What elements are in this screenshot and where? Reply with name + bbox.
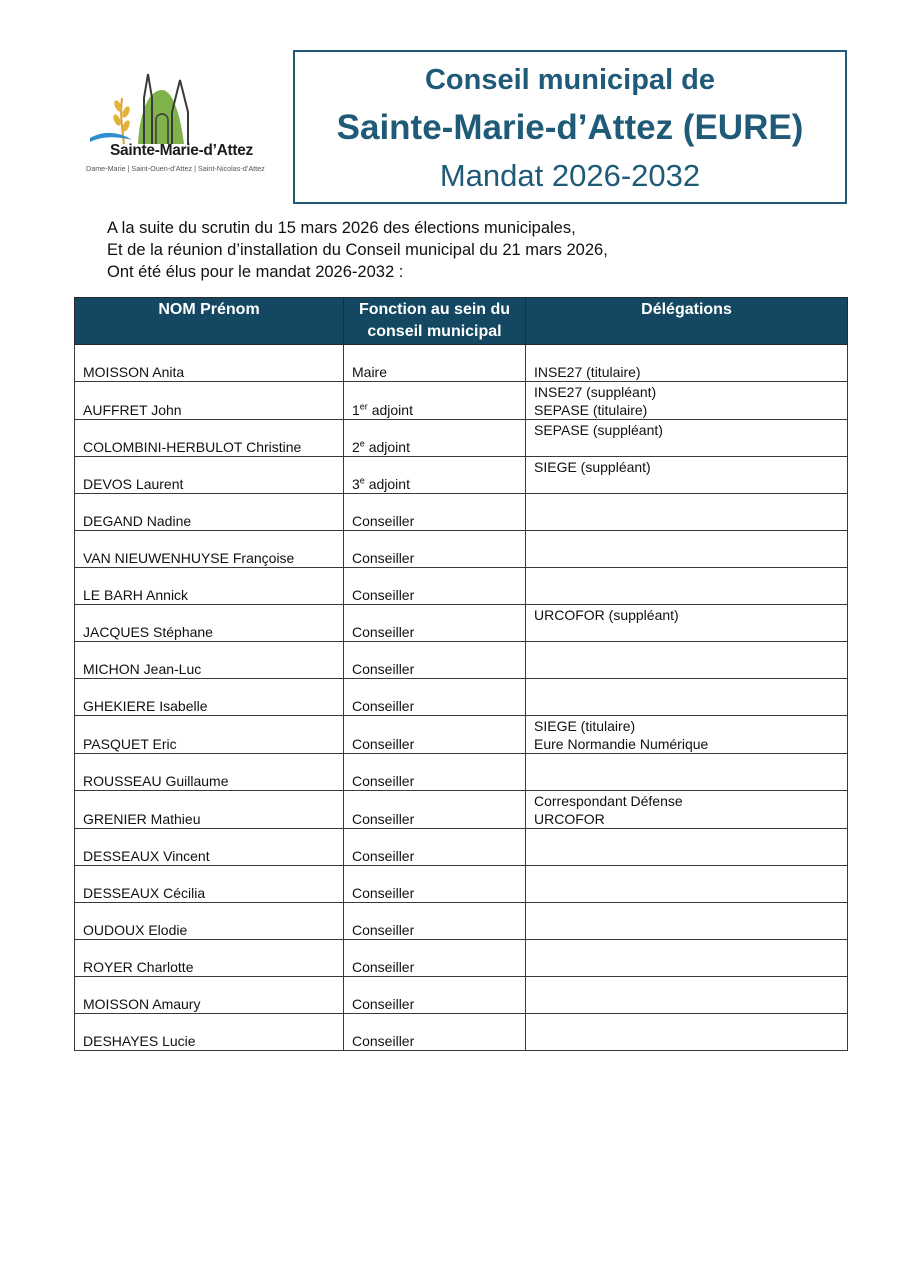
cell-delegations (526, 642, 848, 679)
cell-delegations (526, 940, 848, 977)
delegation-entry: URCOFOR (534, 811, 605, 827)
cell-name: ROYER Charlotte (75, 940, 344, 977)
function-suffix: adjoint (364, 439, 410, 455)
cell-function (344, 420, 526, 457)
municipality-logo (84, 68, 280, 178)
cell-name: JACQUES Stéphane (75, 605, 344, 642)
function-label: Conseiller (352, 848, 415, 864)
table-row (75, 531, 848, 568)
cell-function (344, 716, 526, 754)
intro-paragraph (107, 217, 608, 283)
cell-name: PASQUET Eric (75, 716, 344, 754)
cell-name: DESSEAUX Cécilia (75, 866, 344, 903)
function-label: Conseiller (352, 773, 415, 789)
cell-name: MOISSON Amaury (75, 977, 344, 1014)
cell-function (344, 903, 526, 940)
cell-name: COLOMBINI-HERBULOT Christine (75, 420, 344, 457)
intro-line: Et de la réunion d’installation du Conseil municipal du 21 mars 2026, (107, 241, 608, 259)
intro-line: A la suite du scrutin du 15 mars 2026 des élections municipales, (107, 219, 576, 237)
header-delegations: Délégations (526, 298, 848, 345)
cell-delegations (526, 754, 848, 791)
table-row (75, 420, 848, 457)
delegation-entry: INSE27 (suppléant) (534, 384, 657, 400)
delegation-entry: Correspondant Défense (534, 793, 683, 809)
table-row (75, 679, 848, 716)
function-label: Conseiller (352, 550, 415, 566)
cell-name: VAN NIEUWENHUYSE Françoise (75, 531, 344, 568)
cell-delegations (526, 903, 848, 940)
cell-delegations (526, 716, 848, 754)
cell-function (344, 940, 526, 977)
table-row (75, 940, 848, 977)
cell-name: MOISSON Anita (75, 345, 344, 382)
cell-delegations (526, 829, 848, 866)
table-row (75, 382, 848, 420)
table-row (75, 977, 848, 1014)
table-row (75, 829, 848, 866)
function-label: Conseiller (352, 698, 415, 714)
table-row (75, 345, 848, 382)
cell-delegations (526, 531, 848, 568)
cell-delegations (526, 494, 848, 531)
cell-function (344, 568, 526, 605)
header-function: Fonction au sein du conseil municipal (344, 298, 526, 345)
cell-name: GHEKIERE Isabelle (75, 679, 344, 716)
logo-name: Sainte-Marie-d’Attez (110, 142, 253, 159)
function-label: Conseiller (352, 587, 415, 603)
function-label: Conseiller (352, 624, 415, 640)
cell-name: DEVOS Laurent (75, 457, 344, 494)
delegation-entry: SEPASE (titulaire) (534, 402, 648, 418)
function-label: Conseiller (352, 959, 415, 975)
cell-function (344, 866, 526, 903)
table-header-row (75, 298, 848, 345)
delegation-entry: URCOFOR (suppléant) (534, 607, 679, 623)
delegation-entry: SIEGE (titulaire) (534, 718, 636, 734)
function-label: Maire (352, 364, 388, 380)
cell-delegations (526, 420, 848, 457)
cell-delegations (526, 345, 848, 382)
table-row (75, 791, 848, 829)
cell-name: DEGAND Nadine (75, 494, 344, 531)
cell-delegations (526, 605, 848, 642)
cell-name: MICHON Jean-Luc (75, 642, 344, 679)
title-line-1: Conseil municipal de (424, 64, 716, 96)
table-row (75, 716, 848, 754)
function-ordinal: e (359, 438, 365, 449)
table-row (75, 494, 848, 531)
cell-function (344, 829, 526, 866)
function-label: Conseiller (352, 736, 415, 752)
function-label: Conseiller (352, 811, 415, 827)
council-table (74, 297, 848, 1051)
cell-function (344, 494, 526, 531)
cell-function (344, 457, 526, 494)
cell-function (344, 977, 526, 1014)
cell-function (344, 605, 526, 642)
title-mandate: Mandat 2026-2032 (439, 158, 701, 193)
cell-delegations (526, 866, 848, 903)
function-label: 2 (352, 439, 360, 455)
title-line-2: Sainte-Marie-d’Attez (EURE) (336, 108, 804, 147)
cell-function (344, 382, 526, 420)
function-label: Conseiller (352, 922, 415, 938)
cell-name: GRENIER Mathieu (75, 791, 344, 829)
logo-subtitle: Dame-Marie | Saint-Ouen-d’Attez | Saint-Nicolas-d’Attez (86, 164, 265, 173)
cell-function (344, 1014, 526, 1051)
table-row (75, 605, 848, 642)
function-label: 3 (352, 476, 360, 492)
table-row (75, 457, 848, 494)
delegation-entry: INSE27 (titulaire) (534, 364, 641, 380)
cell-name: DESHAYES Lucie (75, 1014, 344, 1051)
cell-function (344, 642, 526, 679)
function-suffix: adjoint (364, 476, 410, 492)
function-label: Conseiller (352, 661, 415, 677)
cell-delegations (526, 679, 848, 716)
header-name: NOM Prénom (75, 298, 344, 345)
cell-name: LE BARH Annick (75, 568, 344, 605)
title-box (293, 50, 847, 204)
table-row (75, 642, 848, 679)
cell-delegations (526, 1014, 848, 1051)
cell-function (344, 679, 526, 716)
church-wheat-logo-icon (84, 68, 280, 148)
cell-delegations (526, 457, 848, 494)
function-label: Conseiller (352, 1033, 415, 1049)
table-row (75, 866, 848, 903)
function-label: 1 (352, 402, 360, 418)
function-suffix: adjoint (367, 402, 413, 418)
cell-delegations (526, 382, 848, 420)
cell-name: DESSEAUX Vincent (75, 829, 344, 866)
delegation-entry: Eure Normandie Numérique (534, 736, 709, 752)
function-label: Conseiller (352, 513, 415, 529)
cell-delegations (526, 568, 848, 605)
table-row (75, 1014, 848, 1051)
function-ordinal: er (359, 401, 368, 412)
cell-name: OUDOUX Elodie (75, 903, 344, 940)
cell-function (344, 345, 526, 382)
cell-delegations (526, 977, 848, 1014)
function-label: Conseiller (352, 996, 415, 1012)
delegation-entry: SIEGE (suppléant) (534, 459, 651, 475)
intro-line: Ont été élus pour le mandat 2026-2032 : (107, 263, 404, 281)
table-row (75, 568, 848, 605)
council-table-body (75, 345, 848, 1051)
cell-name: AUFFRET John (75, 382, 344, 420)
function-ordinal: e (359, 475, 365, 486)
function-label: Conseiller (352, 885, 415, 901)
cell-name: ROUSSEAU Guillaume (75, 754, 344, 791)
cell-function (344, 791, 526, 829)
table-row (75, 903, 848, 940)
delegation-entry: SEPASE (suppléant) (534, 422, 663, 438)
cell-delegations (526, 791, 848, 829)
table-row (75, 754, 848, 791)
cell-function (344, 531, 526, 568)
cell-function (344, 754, 526, 791)
